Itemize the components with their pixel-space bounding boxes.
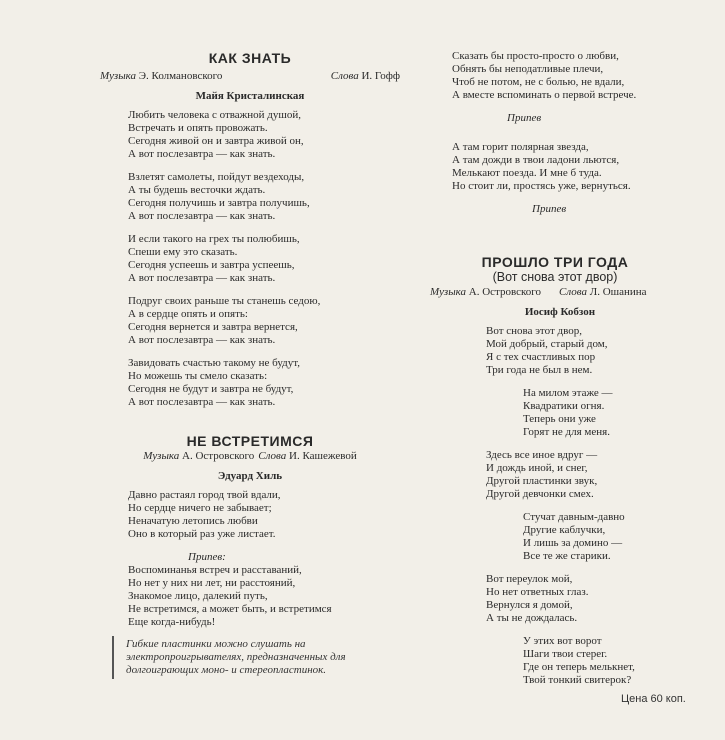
stanza xyxy=(128,295,400,347)
lyrics-credit: Слова Л. Ошанина xyxy=(559,286,647,298)
lyric-line: Мелькают поезда. И мне б туда. xyxy=(452,167,602,179)
song-credits xyxy=(430,285,720,299)
song-title: НЕ ВСТРЕТИМСЯ xyxy=(186,433,314,449)
lyric-line: На милом этаже — xyxy=(523,387,613,399)
lyric-line: Еще когда-нибудь! xyxy=(128,616,216,628)
lyric-line: А там горит полярная звезда, xyxy=(452,141,589,153)
lyric-line: Чтоб не потом, не с болью, не вдали, xyxy=(452,76,625,88)
lyric-line: А в сердце опять и опять: xyxy=(128,308,248,320)
lyric-line: Завидовать счастью такому не будут, xyxy=(128,357,300,369)
song-credits xyxy=(100,449,400,463)
lyric-line: И лишь за домино — xyxy=(523,537,623,549)
lyric-line: Но нет у них ни лет, ни расстояний, xyxy=(128,577,296,589)
performer: Иосиф Кобзон xyxy=(524,306,596,318)
lyric-line: Вот снова этот двор, xyxy=(486,325,582,337)
stanza xyxy=(128,489,400,541)
lyric-line: Стучат давным-давно xyxy=(523,511,625,523)
lyric-line: Я с тех счастливых пор xyxy=(486,351,596,363)
lyrics-credit: Слова И. Гофф xyxy=(330,70,400,82)
lyric-line: Вернулся я домой, xyxy=(486,599,573,611)
refrain-label: Припев xyxy=(507,112,542,124)
song-continuation xyxy=(430,50,720,216)
lyric-line: Другой девчонки смех. xyxy=(486,488,594,500)
stanza xyxy=(486,449,720,501)
lyrics-credit: Слова И. Кашежевой xyxy=(258,450,357,462)
lyric-line: Сегодня не будут и завтра не будут, xyxy=(128,383,294,395)
lyrics xyxy=(100,489,400,629)
lyric-line: Три года не был в нем. xyxy=(486,364,593,376)
stanza xyxy=(486,635,720,687)
lyric-line: Вот переулок мой, xyxy=(486,573,573,585)
refrain-label: Припев xyxy=(532,203,567,215)
note-text: Гибкие пластинки можно слушать на электропроигрывателях, предназначенных для долгоиграющих моно- и стереопластинок. xyxy=(126,638,346,676)
lyric-line: Мой добрый, старый дом, xyxy=(486,338,608,350)
performer: Эдуард Хиль xyxy=(217,470,283,482)
lyric-line: Сегодня живой он и завтра живой он, xyxy=(128,135,304,147)
stanza xyxy=(486,325,720,377)
lyric-line: Другие каблучки, xyxy=(523,524,606,536)
stanza xyxy=(128,357,400,409)
lyric-line: Другой пластинки звук, xyxy=(486,475,598,487)
lyric-line: А ты будешь весточки ждать. xyxy=(128,184,266,196)
chorus-label: Припев: xyxy=(188,551,226,563)
lyric-line: Но нет ответных глаз. xyxy=(486,586,589,598)
stanza xyxy=(486,387,720,439)
music-credit: Музыка А. Островского xyxy=(143,450,255,462)
lyric-line: А вместе вспоминать о первой встрече. xyxy=(452,89,637,101)
refrain xyxy=(452,112,720,125)
lyric-line: Спеши ему это сказать. xyxy=(128,246,238,258)
lyric-line: Подруг своих раньше ты станешь седою, xyxy=(128,295,321,307)
refrain xyxy=(452,203,720,216)
lyric-line: Сегодня вернется и завтра вернется, xyxy=(128,321,298,333)
lyric-line: Но стоит ли, простясь уже, вернуться. xyxy=(452,180,631,192)
stanza xyxy=(452,141,720,193)
stanza xyxy=(486,573,720,625)
song-proshlo-tri-goda xyxy=(430,254,720,687)
stanza xyxy=(128,109,400,161)
lyric-line: Горят не для меня. xyxy=(523,426,610,438)
lyric-line: А вот послезавтра — как знать. xyxy=(128,334,276,346)
lyric-line: Неначатую летопись любви xyxy=(128,515,258,527)
stanza xyxy=(128,171,400,223)
lyric-line: А вот послезавтра — как знать. xyxy=(128,148,276,160)
lyric-line: Давно растаял город твой вдали, xyxy=(128,489,281,501)
song-title: КАК ЗНАТЬ xyxy=(208,50,292,66)
price-label: Цена 60 коп. xyxy=(621,693,686,705)
stanza xyxy=(486,511,720,563)
lyric-line: И если такого на грех ты полюбишь, xyxy=(128,233,300,245)
left-column xyxy=(100,50,400,639)
right-column xyxy=(430,50,720,697)
lyric-line: Любить человека с отважной душой, xyxy=(128,109,302,121)
song-credits xyxy=(100,69,400,83)
lyric-line: Твой тонкий свитерок? xyxy=(523,674,632,686)
chorus xyxy=(128,551,400,629)
playback-note xyxy=(112,636,394,679)
lyric-line: Здесь все иное вдруг — xyxy=(486,449,598,461)
lyric-line: А там дожди в твои ладони льются, xyxy=(452,154,620,166)
lyric-line: И дождь иной, и снег, xyxy=(486,462,588,474)
lyric-line: Оно в который раз уже листает. xyxy=(128,528,276,540)
lyric-line: Квадратики огня. xyxy=(523,400,605,412)
lyrics xyxy=(430,325,720,687)
lyric-line: Теперь они уже xyxy=(523,413,596,425)
lyric-line: Где он теперь мелькнет, xyxy=(523,661,635,673)
lyric-line: Обнять бы неподатливые плечи, xyxy=(452,63,604,75)
lyric-line: Сказать бы просто-просто о любви, xyxy=(452,50,619,62)
music-credit: Музыка А. Островского xyxy=(430,286,542,298)
stanza xyxy=(128,233,400,285)
performer: Майя Кристалинская xyxy=(195,90,305,102)
lyric-line: Взлетят самолеты, пойдут вездеходы, xyxy=(128,171,305,183)
lyric-line: Знакомое лицо, далекий путь, xyxy=(128,590,268,602)
lyric-line: Сегодня успеешь и завтра успеешь, xyxy=(128,259,295,271)
lyric-line: Встречать и опять провожать. xyxy=(128,122,268,134)
music-credit: Музыка Э. Колмановского xyxy=(100,70,223,82)
lyric-line: А вот послезавтра — как знать. xyxy=(128,210,276,222)
lyric-line: Не встретимся, а может быть, и встретимся xyxy=(128,603,332,615)
song-kak-znat xyxy=(100,50,400,409)
song-title: ПРОШЛО ТРИ ГОДА xyxy=(481,254,629,270)
lyric-line: Но можешь ты смело сказать: xyxy=(128,370,268,382)
lyric-line: А ты не дождалась. xyxy=(486,612,578,624)
stanza xyxy=(452,50,720,102)
lyric-line: Воспоминанья встреч и расставаний, xyxy=(128,564,302,576)
lyric-line: Шаги твои стерег. xyxy=(523,648,608,660)
lyric-line: Но сердце ничего не забывает; xyxy=(128,502,272,514)
lyric-line: У этих вот ворот xyxy=(523,635,602,647)
lyric-line: А вот послезавтра — как знать. xyxy=(128,396,276,408)
lyric-line: Сегодня получишь и завтра получишь, xyxy=(128,197,310,209)
lyrics xyxy=(100,109,400,409)
song-ne-vstretimsya xyxy=(100,433,400,629)
lyric-line: Все те же старики. xyxy=(523,550,611,562)
lyric-line: А вот послезавтра — как знать. xyxy=(128,272,276,284)
song-subtitle: (Вот снова этот двор) xyxy=(492,270,618,284)
